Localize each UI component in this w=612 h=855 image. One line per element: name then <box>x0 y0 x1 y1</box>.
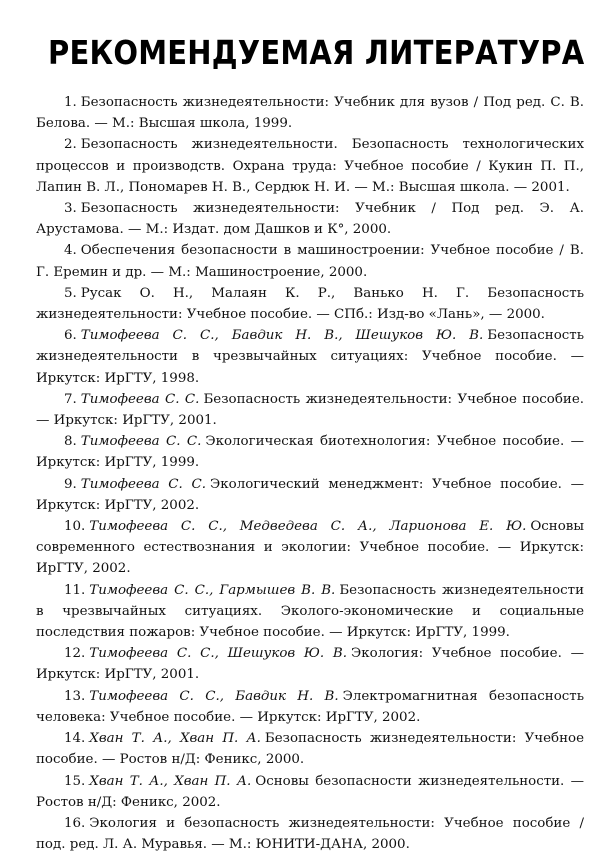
reference-text: Экологический менеджмент: Учебное пособие. — Иркутск: ИрГТУ, 2002. <box>36 476 584 513</box>
reference-authors: Тимофеева С. С., Медведева С. А., Ларионова Е. Ю. <box>89 519 527 535</box>
reference-authors: Тимофеева С. С., Бавдик Н. В., Шешуков Ю. В. <box>80 328 484 344</box>
reference-text: Экология: Учебное пособие. — Иркутск: ИрГТУ, 2001. <box>36 646 584 683</box>
reference-number: 3. <box>64 201 77 217</box>
reference-text: Безопасность жизнедеятельности: Учебное пособие. — Ростов н/Д: Феникс, 2000. <box>36 731 584 768</box>
reference-authors: Тимофеева С. С., Гармышев В. В. <box>89 582 336 598</box>
reference-authors: Тимофеева С. С., Шешуков Ю. В. <box>89 646 348 662</box>
reference-number: 1. <box>64 95 77 110</box>
reference-authors: Тимофеева С. С. <box>80 434 202 450</box>
reference-number: 15. <box>64 773 86 789</box>
reference-number: 7. <box>64 391 77 407</box>
reference-item <box>36 580 584 644</box>
reference-item <box>36 431 584 473</box>
reference-item <box>36 771 584 813</box>
reference-number: 8. <box>64 434 77 450</box>
reference-text: Русак О. Н., Малаян К. Р., Ванько Н. Г. Безопасность жизнедеятельности: Учебное пособие. — СПб.: Изд-во «Лань», — 2000. <box>36 285 584 323</box>
reference-item <box>36 474 584 516</box>
reference-text: Безопасность жизнедеятельности. Безопасность технологических процессов и производств. Охрана труда: Учебное пособие / Кукин П. П., Лапин В. Л., Пономарев Н. В., Сердюк Н. И. — М.: Высшая школа. — 2001. <box>36 137 584 195</box>
reference-item <box>36 389 584 431</box>
reference-item <box>36 240 584 282</box>
reference-number: 10. <box>64 519 86 535</box>
reference-item <box>36 134 584 198</box>
reference-text: Безопасность жизнедеятельности: Учебник / Под ред. Э. А. Арустамова. — М.: Издат. дом Дашков и К°, 2000. <box>36 201 584 238</box>
reference-item <box>36 198 584 240</box>
reference-text: Основы современного естествознания и экологии: Учебное пособие. — Иркутск: ИрГТУ, 2002. <box>36 519 584 577</box>
reference-authors: Хван Т. А., Хван П. А. <box>89 773 252 789</box>
reference-text: Безопасность жизнедеятельности в чрезвычайных ситуациях. Эколого-экономические и социальные последствия пожаров: Учебное пособие. — Иркутск: ИрГТУ, 1999. <box>36 582 584 641</box>
reference-item <box>36 92 584 134</box>
reference-number: 16. <box>64 815 86 831</box>
reference-number: 11. <box>64 582 86 598</box>
reference-text: Безопасность жизнедеятельности в чрезвычайных ситуациях: Учебное пособие. — Иркутск: ИрГТУ, 1998. <box>36 328 584 386</box>
reference-text: Основы безопасности жизнедеятельности. — Ростов н/Д: Феникс, 2002. <box>36 773 585 810</box>
reference-number: 4. <box>64 243 77 259</box>
reference-authors: Тимофеева С. С. <box>80 476 207 492</box>
reference-text: Экология и безопасность жизнедеятельности: Учебное пособие / под. ред. Л. А. Муравья. — М.: ЮНИТИ-ДАНА, 2000. <box>36 815 584 853</box>
reference-item <box>36 686 584 728</box>
reference-text: Электромагнитная безопасность человека: Учебное пособие. — Иркутск: ИрГТУ, 2002. <box>36 688 584 725</box>
reference-item <box>36 325 584 389</box>
reference-list <box>36 92 584 855</box>
reference-authors: Хван Т. А., Хван П. А. <box>89 731 261 747</box>
reference-item <box>36 283 584 325</box>
reference-number: 5. <box>64 285 77 301</box>
reference-item <box>36 516 584 580</box>
reference-text: Экологическая биотехнология: Учебное пособие. — Иркутск: ИрГТУ, 1999. <box>36 434 584 471</box>
reference-text: Безопасность жизнедеятельности: Учебник для вузов / Под ред. С. В. Белова. — М.: Высшая школа, 1999. <box>36 95 584 132</box>
reference-text: Безопасность жизнедеятельности: Учебное пособие. — Иркутск: ИрГТУ, 2001. <box>36 391 584 429</box>
reference-number: 14. <box>64 731 86 747</box>
reference-item <box>36 813 584 855</box>
reference-authors: Тимофеева С. С. <box>80 391 200 407</box>
reference-authors: Тимофеева С. С., Бавдик Н. В. <box>89 688 339 704</box>
reference-item <box>36 728 584 770</box>
page-title: РЕКОМЕНДУЕМАЯ ЛИТЕРАТУРА <box>48 34 585 73</box>
reference-number: 13. <box>64 688 86 704</box>
reference-item <box>36 643 584 685</box>
reference-number: 2. <box>64 137 77 153</box>
reference-number: 12. <box>64 646 86 662</box>
reference-text: Обеспечения безопасности в машиностроении: Учебное пособие / В. Г. Еремин и др. — М.: Машиностроение, 2000. <box>36 243 584 280</box>
reference-number: 9. <box>64 476 77 492</box>
reference-number: 6. <box>64 328 77 344</box>
